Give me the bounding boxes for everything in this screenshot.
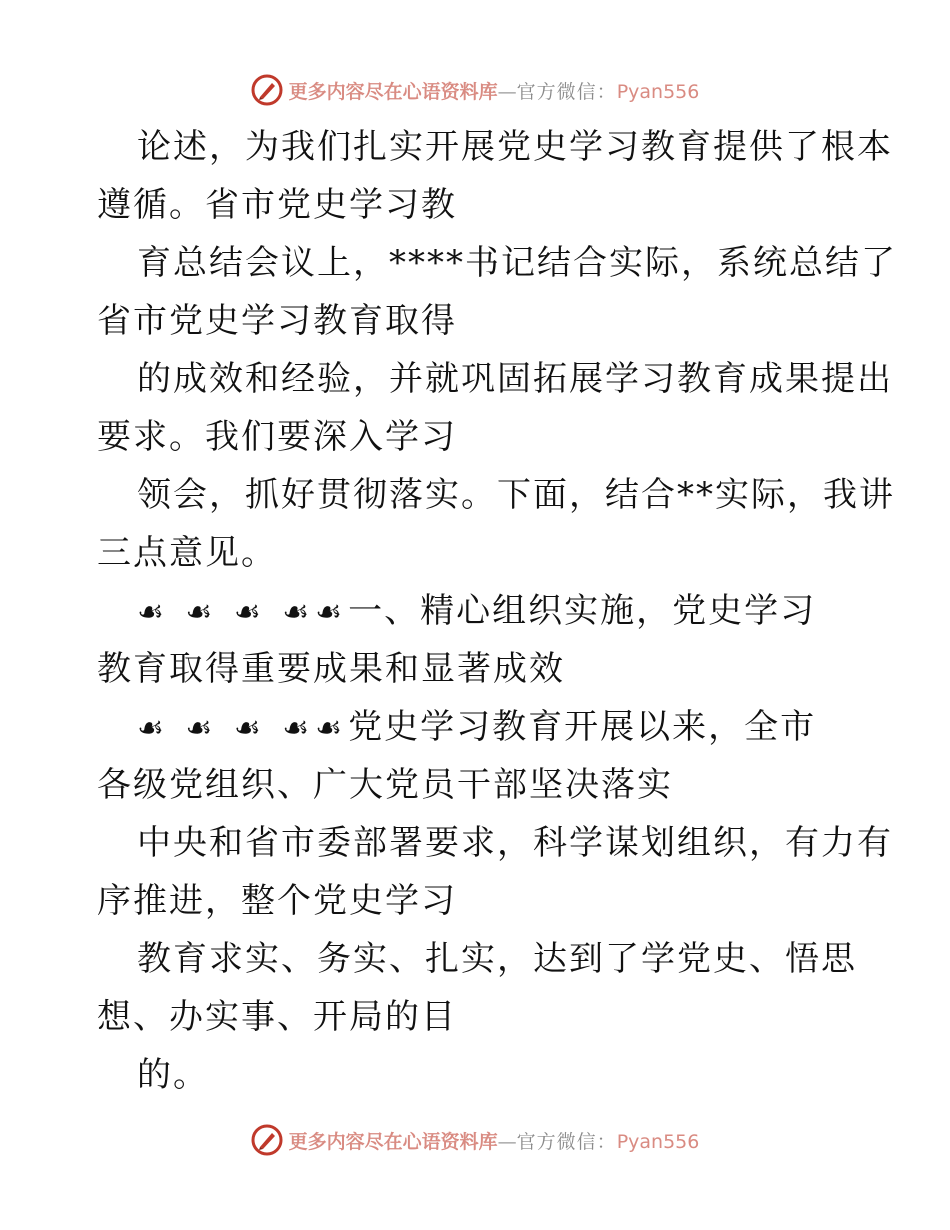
- text-line: 育总结会议上，****书记结合实际，系统总结了: [137, 243, 897, 283]
- footer-wechat-label: 官方微信：: [516, 1130, 617, 1153]
- text-line: 省市党史学习教育取得: [97, 301, 457, 341]
- document-body: [97, 118, 897, 1104]
- text-line: 序推进，整个党史学习: [97, 881, 457, 921]
- page-footer: [0, 1120, 950, 1160]
- pen-logo-icon: [251, 1124, 283, 1156]
- text-line: [97, 698, 857, 756]
- text-line: 的。: [137, 1055, 209, 1095]
- header-dash: —: [497, 80, 517, 103]
- section-heading-line: 教育取得重要成果和显著成效: [97, 649, 565, 689]
- pen-logo-icon: [251, 74, 283, 106]
- header-wechat-label: 官方微信：: [516, 80, 617, 103]
- text-line: 要求。我们要深入学习: [97, 417, 457, 457]
- paragraph-text: 党史学习教育开展以来，全市: [348, 707, 817, 747]
- footer-brand: [289, 1127, 700, 1154]
- header-wechat-id: Pyan556: [616, 80, 700, 103]
- text-line: 各级党组织、广大党员干部坚决落实: [97, 765, 673, 805]
- text-line: 教育求实、务实、扎实，达到了学党史、悟思: [137, 939, 857, 979]
- section-heading-line: [97, 582, 857, 640]
- text-line: 遵循。省市党史学习教: [97, 185, 457, 225]
- header-brand: [289, 77, 700, 104]
- text-line: 领会，抓好贯彻落实。下面，结合**实际，我讲: [137, 475, 895, 515]
- footer-wechat-id: Pyan556: [616, 1130, 700, 1153]
- ornament-icon: ☙ ☙ ☙ ☙☙: [137, 711, 349, 746]
- header-brand-name: 更多内容尽在心语资料库: [288, 80, 498, 103]
- text-line: 中央和省市委部署要求，科学谋划组织，有力有: [137, 823, 893, 863]
- text-line: 三点意见。: [97, 533, 277, 573]
- section-heading-text: 一、精心组织实施，党史学习: [348, 591, 817, 631]
- text-line: 的成效和经验，并就巩固拓展学习教育成果提出: [137, 359, 893, 399]
- text-line: 论述，为我们扎实开展党史学习教育提供了根本: [137, 127, 893, 167]
- ornament-icon: ☙ ☙ ☙ ☙☙: [137, 595, 349, 630]
- footer-dash: —: [497, 1130, 517, 1153]
- text-line: 想、办实事、开局的目: [97, 997, 457, 1037]
- footer-brand-name: 更多内容尽在心语资料库: [288, 1130, 498, 1153]
- page-header: [0, 70, 950, 110]
